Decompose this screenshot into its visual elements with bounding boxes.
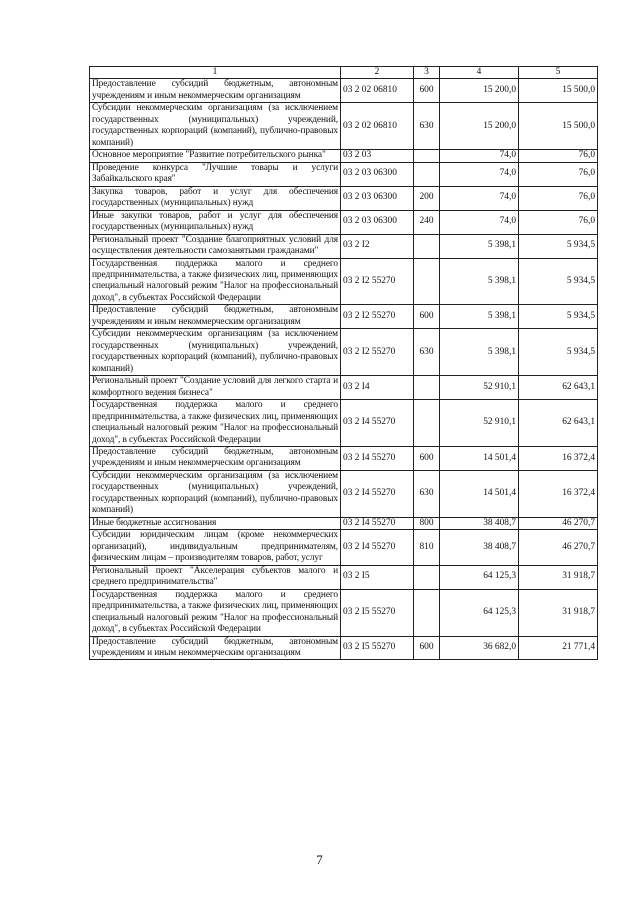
row-expense-type: 600 [414,447,440,471]
row-value-year2: 31 918,7 [519,565,598,589]
row-expense-type [414,234,440,258]
row-value-year1: 5 398,1 [440,329,519,376]
table-row [90,329,598,376]
row-value-year2: 46 270,7 [519,530,598,565]
row-value-year2: 62 643,1 [519,400,598,447]
col-header-1: 1 [90,67,341,79]
row-value-year2: 21 771,4 [519,636,598,660]
row-code: 03 2 03 [341,150,414,162]
row-code: 03 2 I4 55270 [341,400,414,447]
row-code: 03 2 I5 55270 [341,636,414,660]
row-name: Государственная поддержка малого и среднего предпринимательства, а также физических лиц, применяющих специальный налоговый режим "Налог на профессиональный доход", в субъектах Российской Федерации [90,258,341,305]
row-value-year1: 5 398,1 [440,305,519,329]
table-row [90,530,598,565]
row-name: Предоставление субсидий бюджетным, автономным учреждениям и иным некоммерческим организациям [90,305,341,329]
table-row [90,589,598,636]
row-value-year2: 15 500,0 [519,103,598,150]
row-value-year2: 5 934,5 [519,329,598,376]
table-row [90,517,598,529]
row-code: 03 2 I4 55270 [341,470,414,517]
table-row [90,470,598,517]
col-header-3: 3 [414,67,440,79]
row-value-year2: 5 934,5 [519,234,598,258]
row-value-year1: 64 125,3 [440,589,519,636]
row-code: 03 2 02 06810 [341,103,414,150]
row-name: Иные бюджетные ассигнования [90,517,341,529]
row-expense-type [414,376,440,400]
table-row [90,447,598,471]
budget-table [89,66,598,660]
row-expense-type [414,565,440,589]
row-expense-type: 240 [414,210,440,234]
row-name: Субсидии некоммерческим организациям (за исключением государственных (муниципальных) учреждений, государственных корпораций (компаний), публично-правовых компаний) [90,470,341,517]
row-code: 03 2 02 06810 [341,79,414,103]
row-expense-type: 810 [414,530,440,565]
row-name: Государственная поддержка малого и среднего предпринимательства, а также физических лиц, применяющих специальный налоговый режим "Налог на профессиональный доход", в субъектах Российской Федерации [90,589,341,636]
table-row [90,150,598,162]
table-row [90,210,598,234]
table-row [90,565,598,589]
row-code: 03 2 I4 [341,376,414,400]
row-name: Региональный проект "Создание условий для легкого старта и комфортного ведения бизнеса" [90,376,341,400]
row-expense-type: 630 [414,329,440,376]
table-row [90,103,598,150]
row-name: Основное мероприятие "Развитие потребительского рынка" [90,150,341,162]
row-name: Предоставление субсидий бюджетным, автономным учреждениям и иным некоммерческим организациям [90,636,341,660]
row-value-year1: 5 398,1 [440,234,519,258]
row-code: 03 2 I4 55270 [341,530,414,565]
table-row [90,636,598,660]
row-expense-type [414,589,440,636]
row-value-year1: 14 501,4 [440,470,519,517]
row-name: Региональный проект "Создание благоприятных условий для осуществления деятельности самозанятыми гражданами" [90,234,341,258]
row-code: 03 2 03 06300 [341,210,414,234]
row-value-year1: 14 501,4 [440,447,519,471]
row-value-year2: 76,0 [519,162,598,186]
row-value-year2: 31 918,7 [519,589,598,636]
row-value-year2: 76,0 [519,210,598,234]
row-expense-type: 600 [414,636,440,660]
row-value-year1: 52 910,1 [440,376,519,400]
row-name: Государственная поддержка малого и среднего предпринимательства, а также физических лиц, применяющих специальный налоговый режим "Налог на профессиональный доход", в субъектах Российской Федерации [90,400,341,447]
row-name: Субсидии юридическим лицам (кроме некоммерческих организаций), индивидуальным предпринимателям, физическим лицам – производителям товаров, работ, услуг [90,530,341,565]
row-value-year2: 5 934,5 [519,258,598,305]
table-body [90,79,598,660]
row-code: 03 2 03 06300 [341,162,414,186]
row-value-year2: 16 372,4 [519,470,598,517]
table-row [90,162,598,186]
row-value-year2: 46 270,7 [519,517,598,529]
row-value-year1: 38 408,7 [440,517,519,529]
row-value-year2: 76,0 [519,186,598,210]
row-value-year1: 52 910,1 [440,400,519,447]
row-value-year2: 16 372,4 [519,447,598,471]
row-name: Предоставление субсидий бюджетным, автономным учреждениям и иным некоммерческим организациям [90,79,341,103]
table-row [90,79,598,103]
row-name: Проведение конкурса "Лучшие товары и услуги Забайкальского края" [90,162,341,186]
row-value-year2: 62 643,1 [519,376,598,400]
col-header-2: 2 [341,67,414,79]
table-row [90,186,598,210]
row-code: 03 2 I4 55270 [341,447,414,471]
table-row [90,400,598,447]
row-value-year1: 15 200,0 [440,79,519,103]
row-name: Закупка товаров, работ и услуг для обеспечения государственных (муниципальных) нужд [90,186,341,210]
table-row [90,258,598,305]
row-expense-type [414,150,440,162]
row-expense-type [414,400,440,447]
row-value-year1: 64 125,3 [440,565,519,589]
row-expense-type: 800 [414,517,440,529]
row-value-year1: 36 682,0 [440,636,519,660]
row-value-year1: 15 200,0 [440,103,519,150]
row-code: 03 2 I2 55270 [341,258,414,305]
header-row [90,67,598,79]
row-expense-type: 600 [414,79,440,103]
row-code: 03 2 I4 55270 [341,517,414,529]
table-row [90,234,598,258]
row-code: 03 2 I5 [341,565,414,589]
row-code: 03 2 I2 55270 [341,329,414,376]
table-row [90,305,598,329]
row-value-year1: 38 408,7 [440,530,519,565]
col-header-5: 5 [519,67,598,79]
row-value-year2: 76,0 [519,150,598,162]
row-expense-type: 630 [414,470,440,517]
row-expense-type [414,258,440,305]
page-number: 7 [316,852,323,867]
row-expense-type: 200 [414,186,440,210]
row-expense-type: 600 [414,305,440,329]
row-value-year1: 74,0 [440,150,519,162]
row-name: Региональный проект "Акселерация субъектов малого и среднего предпринимательства" [90,565,341,589]
row-value-year2: 15 500,0 [519,79,598,103]
row-code: 03 2 03 06300 [341,186,414,210]
row-value-year2: 5 934,5 [519,305,598,329]
row-code: 03 2 I2 55270 [341,305,414,329]
row-value-year1: 74,0 [440,210,519,234]
row-name: Предоставление субсидий бюджетным, автономным учреждениям и иным некоммерческим организациям [90,447,341,471]
row-expense-type: 630 [414,103,440,150]
row-name: Иные закупки товаров, работ и услуг для обеспечения государственных (муниципальных) нужд [90,210,341,234]
table-row [90,376,598,400]
row-value-year1: 74,0 [440,162,519,186]
row-value-year1: 74,0 [440,186,519,210]
row-code: 03 2 I5 55270 [341,589,414,636]
row-expense-type [414,162,440,186]
col-header-4: 4 [440,67,519,79]
row-name: Субсидии некоммерческим организациям (за исключением государственных (муниципальных) учреждений, государственных корпораций (компаний), публично-правовых компаний) [90,103,341,150]
row-value-year1: 5 398,1 [440,258,519,305]
row-code: 03 2 I2 [341,234,414,258]
row-name: Субсидии некоммерческим организациям (за исключением государственных (муниципальных) учреждений, государственных корпораций (компаний), публично-правовых компаний) [90,329,341,376]
